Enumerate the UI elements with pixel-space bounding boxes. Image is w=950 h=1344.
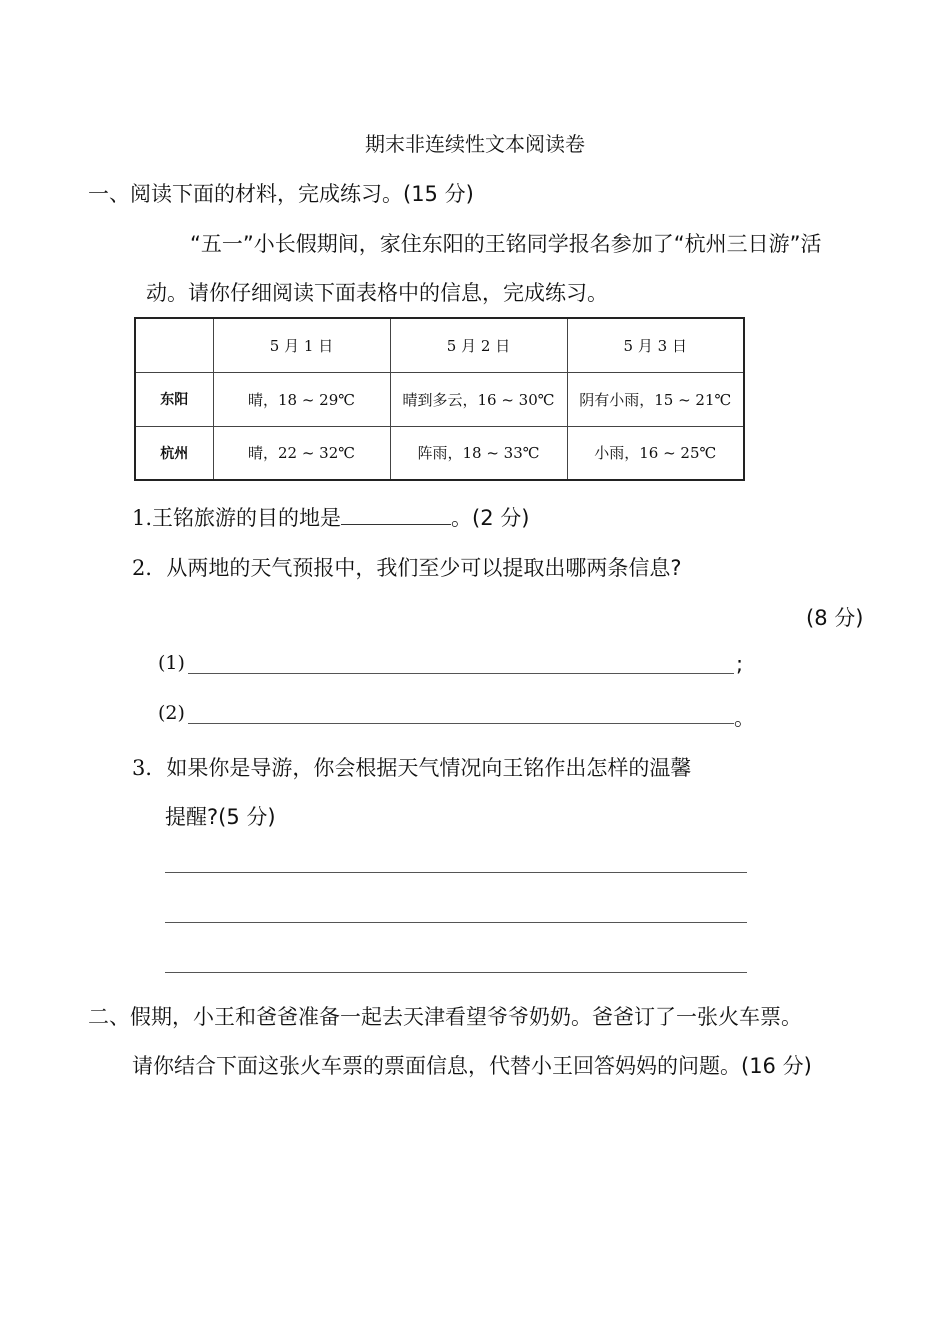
table-cell: 晴到多云，16 ~ 30℃ [390,372,567,426]
table-cell: 晴，18 ~ 29℃ [213,372,390,426]
question-3-text-line1: 如果你是导游，你会根据天气情况向王铭作出怎样的温馨 [166,756,692,780]
question-2-answer-line-1[interactable] [188,673,734,674]
section2-line1: 二、假期，小王和爸爸准备一起去天津看望爷爷奶奶。爸爸订了一张火车票。 [88,1005,802,1029]
page-title: 期末非连续性文本阅读卷 [365,132,585,156]
question-1-text: 王铭旅游的目的地是 [152,506,342,530]
question-3 [132,752,691,782]
question-2-item2-end: 。 [734,706,755,730]
question-2-number: 2． [132,556,167,580]
question-1-answer-blank[interactable] [341,504,451,525]
table-cell: 阴有小雨，15 ~ 21℃ [567,372,744,426]
section1-paragraph-line2: 动。请你仔细阅读下面表格中的信息，完成练习。 [146,281,608,305]
question-2 [132,552,682,582]
weather-table [134,317,745,481]
question-2-score: (8 分) [806,606,864,630]
question-2-text: 从两地的天气预报中，我们至少可以提取出哪两条信息? [166,556,682,580]
section2-line2: 请你结合下面这张火车票的票面信息，代替小王回答妈妈的问题。(16 分) [132,1054,812,1078]
table-row [135,372,744,426]
section1-paragraph-line1: “五一”小长假期间，家住东阳的王铭同学报名参加了“杭州三日游”活 [190,232,822,256]
question-3-answer-line-2[interactable] [165,922,747,923]
table-header-cell [135,318,213,372]
table-city-cell: 杭州 [135,426,213,480]
question-3-answer-line-1[interactable] [165,872,747,873]
question-3-number: 3． [132,756,167,780]
table-cell: 阵雨，18 ~ 33℃ [390,426,567,480]
table-city-cell: 东阳 [135,372,213,426]
question-1-number: 1. [132,506,153,530]
question-2-item1-label: (1) [158,652,185,674]
table-row [135,426,744,480]
question-1 [132,502,529,532]
table-header-cell: 5 月 1 日 [213,318,390,372]
question-3-answer-line-3[interactable] [165,972,747,973]
question-3-text-line2: 提醒?(5 分) [165,805,276,829]
section1-heading: 一、阅读下面的材料，完成练习。(15 分) [88,182,474,206]
question-2-item1-end: ; [736,652,744,676]
table-header-cell: 5 月 2 日 [390,318,567,372]
table-cell: 晴，22 ~ 32℃ [213,426,390,480]
table-cell: 小雨，16 ~ 25℃ [567,426,744,480]
question-2-item2-label: (2) [158,702,185,724]
question-1-suffix: 。(2 分) [451,506,530,530]
table-header-cell: 5 月 3 日 [567,318,744,372]
question-2-answer-line-2[interactable] [188,723,734,724]
table-header-row [135,318,744,372]
